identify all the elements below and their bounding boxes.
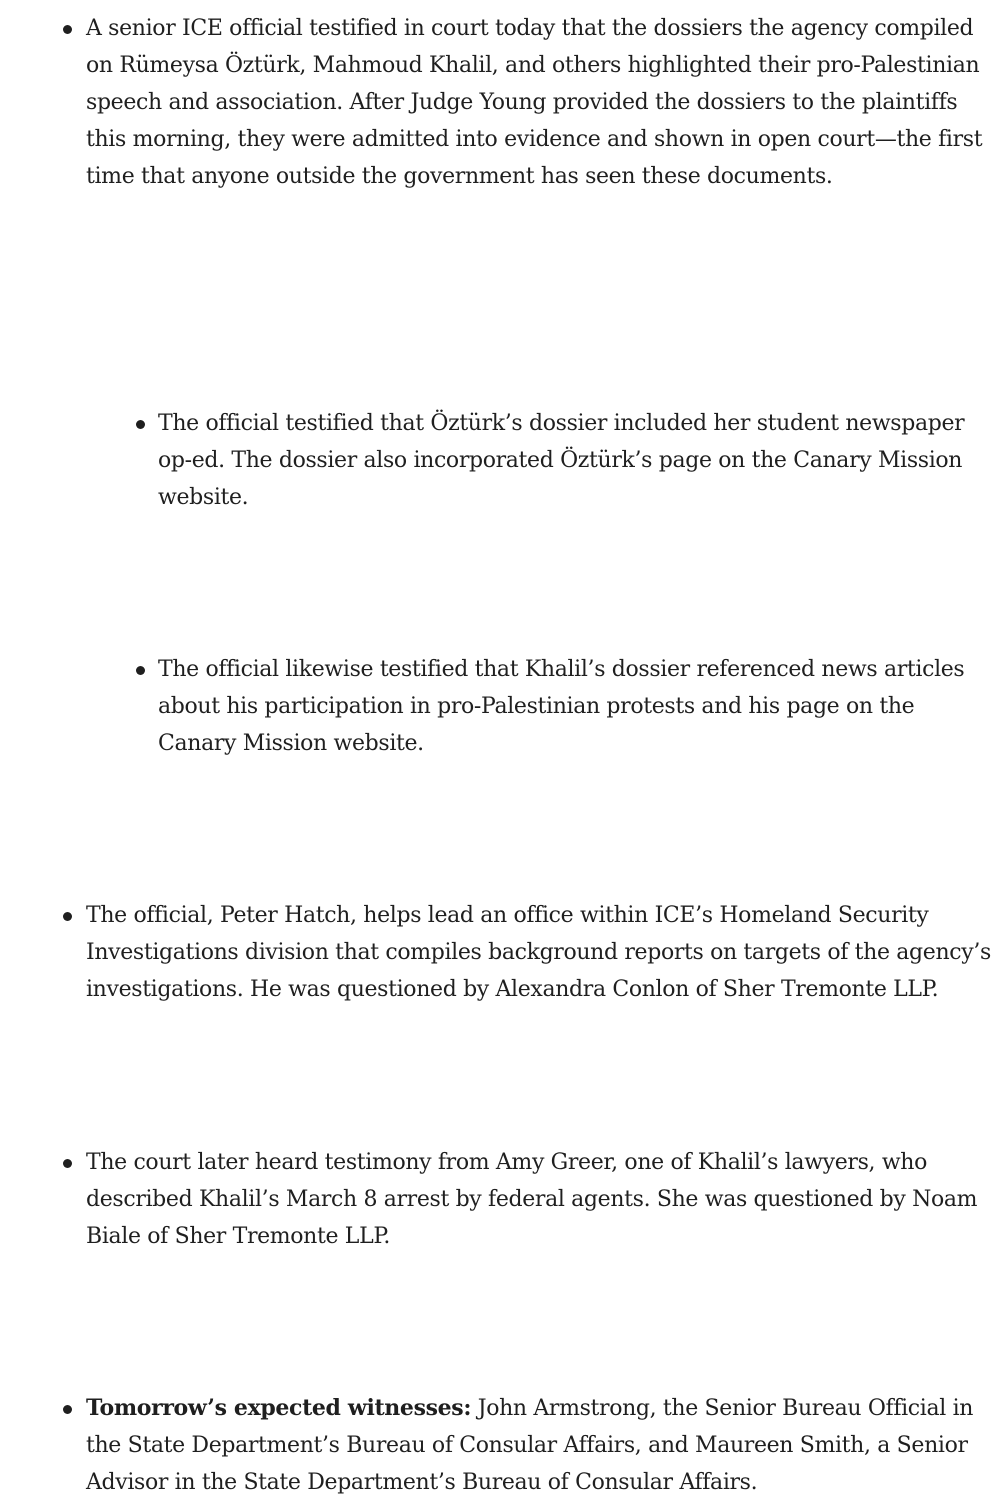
bullet-text: The official likewise testified that Khalil’s dossier referenced news articles about his participation in pro-Palestinian protests and his page on the Canary Mission website. (158, 657, 965, 756)
bullet-item-dossiers (86, 10, 996, 195)
sub-bullet-item-khalil-dossier (158, 651, 998, 762)
bullet-item-peter-hatch (86, 897, 996, 1008)
bullet-text: A senior ICE official testified in court today that the dossiers the agency compiled on Rümeysa Öztürk, Mahmoud Khalil, and others highlighted their pro-Palestinian speech and association. After Judge Young provided the dossiers to the plaintiffs this morning, they were admitted into evidence and shown in open court—the first time that anyone outside the government has seen these documents. (86, 16, 983, 189)
bullet-dot-icon (63, 1405, 72, 1414)
bullet-text (86, 1390, 996, 1501)
bullet-item-expected-witnesses (86, 1390, 996, 1501)
expected-witnesses-text: John Armstrong, the Senior Bureau Official in the State Department’s Bureau of Consular Affairs, and Maureen Smith, a Senior Advisor in the State Department’s Bureau of Consular Affairs. (86, 1396, 974, 1495)
bullet-text: The official, Peter Hatch, helps lead an office within ICE’s Homeland Security Investigations division that compiles background reports on targets of the agency’s investigations. He was questioned by Alexandra Conlon of Sher Tremonte LLP. (86, 903, 991, 1002)
bullet-text: The official testified that Öztürk’s dossier included her student newspaper op-ed. The dossier also incorporated Öztürk’s page on the Canary Mission website. (158, 411, 965, 510)
sub-bullet-item-ozturk-dossier (158, 405, 998, 516)
bullet-dot-icon (136, 666, 145, 675)
bullet-dot-icon (63, 912, 72, 921)
bullet-dot-icon (63, 25, 72, 34)
bullet-dot-icon (63, 1159, 72, 1168)
bullet-item-amy-greer (86, 1144, 996, 1255)
expected-witnesses-label: Tomorrow’s expected witnesses: (86, 1395, 472, 1421)
bullet-dot-icon (136, 420, 145, 429)
bullet-text: The court later heard testimony from Amy Greer, one of Khalil’s lawyers, who described Khalil’s March 8 arrest by federal agents. She was questioned by Noam Biale of Sher Tremonte LLP. (86, 1150, 978, 1249)
